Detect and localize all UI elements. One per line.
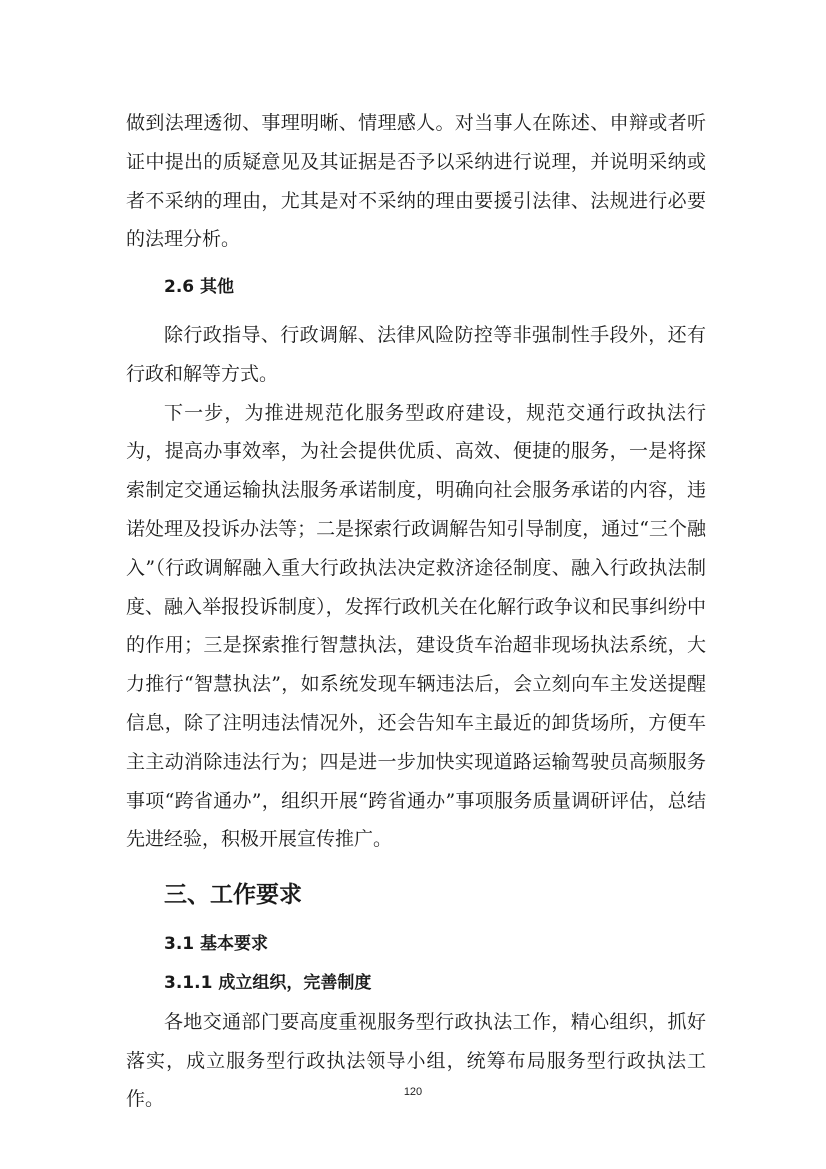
paragraph-other-methods: 除行政指导、行政调解、法律风险防控等非强制性手段外，还有行政和解等方式。 — [126, 323, 706, 385]
page-number: 120 — [403, 1086, 423, 1098]
heading-3-1: 3.1 基本要求 — [164, 934, 269, 955]
heading-3-1-1: 3.1.1 成立组织，完善制度 — [164, 972, 372, 993]
paragraph-reasoning: 做到法理透彻、事理明晰、情理感人。对当事人在陈述、申辩或者听证中提出的质疑意见及其证据是否予以采纳进行说理，并说明采纳或者不采纳的理由，尤其是对不采纳的理由要援引法律、法规进行必要的法理分析。 — [126, 112, 706, 251]
document-body — [126, 104, 706, 1119]
paragraph-next-steps: 下一步，为推进规范化服务型政府建设，规范交通行政执法行为，提高办事效率，为社会提供优质、高效、便捷的服务，一是将探索制定交通运输执法服务承诺制度，明确向社会服务承诺的内容，违诺处理及投诉办法等；二是探索行政调解告知引导制度，通过“三个融入”（行政调解融入重大行政执法决定救济途径制度、融入行政执法制度、融入举报投诉制度），发挥行政机关在化解行政争议和民事纠纷中的作用；三是探索推行智慧执法，建设货车治超非现场执法系统，大力推行“智慧执法”，如系统发现车辆违法后，会立刻向车主发送提醒信息，除了注明违法情况外，还会告知车主最近的卸货场所，方便车主主动消除违法行为；四是进一步加快实现道路运输驾驶员高频服务事项“跨省通办”，组织开展“跨省通办”事项服务质量调研评估，总结先进经验，积极开展宣传推广。 — [126, 401, 706, 851]
heading-2-6: 2.6 其他 — [164, 277, 235, 298]
paragraph-organization: 各地交通部门要高度重视服务型行政执法工作，精心组织，抓好落实，成立服务型行政执法领导小组，统筹布局服务型行政执法工作。 — [126, 1010, 706, 1111]
heading-section-3: 三、工作要求 — [164, 882, 302, 909]
